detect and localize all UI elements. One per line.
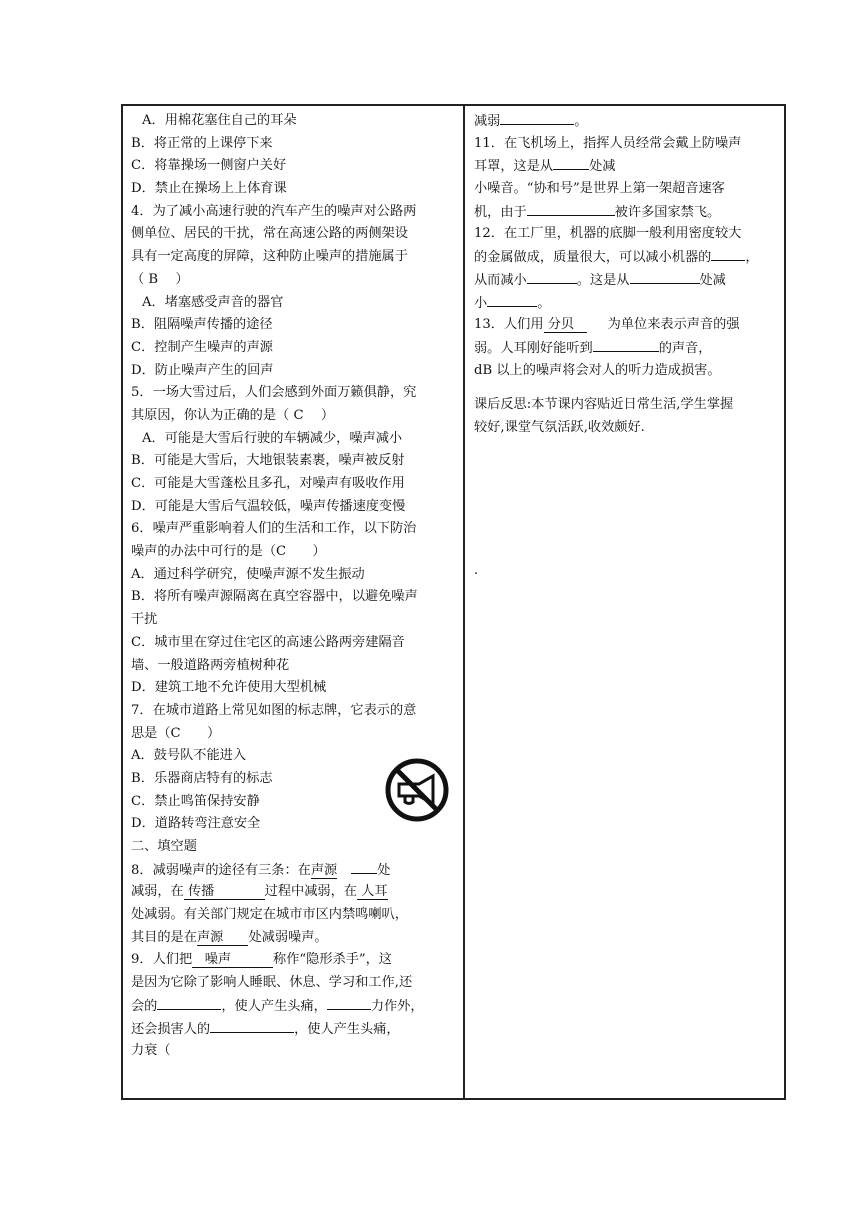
answer-blank (327, 995, 371, 1010)
stray-dot: . (474, 562, 479, 578)
question-11-line: 机，由于 被许多国家禁飞。 (474, 201, 780, 224)
option-line: B．阻隔噪声传播的途径 (131, 317, 273, 333)
question-11-line: 耳罩，这是从 处减 (474, 155, 780, 178)
question-8-line: 处减弱。有关部门规定在城市市区内禁鸣喇叭， (131, 907, 408, 923)
answer-blank: 人耳 (357, 884, 388, 900)
question-6-answer: 噪声的办法中可行的是（C ） (131, 544, 326, 560)
answer-blank (553, 155, 589, 170)
answer-blank (500, 110, 574, 125)
answer-blank (711, 246, 745, 261)
option-line: D．可能是大雪后气温较低，噪声传播速度变慢 (131, 498, 406, 514)
answer-blank (527, 269, 577, 284)
answer-blank (593, 337, 659, 352)
question-9-line: 力衰（ (131, 1043, 171, 1059)
question-5-line: 5．一场大雪过后，人们会感到外面万籁俱静，究 (131, 385, 417, 401)
option-line: B．将正常的上课停下来 (131, 135, 273, 151)
option-line: C．将靠操场一侧窗户关好 (131, 158, 287, 174)
question-8-line: 8．减弱噪声的途径有三条：在声源 处 (131, 859, 461, 882)
question-13-line: 弱。人耳刚好能听到 的声音， (474, 337, 780, 360)
answer-blank: 声源 (310, 862, 338, 878)
question-10-tail: 减弱 。 (474, 110, 780, 133)
question-11-line: 11．在飞机场上，指挥人员经常会戴上防噪声 (474, 135, 742, 151)
question-9-line: 9．人们把 噪声 称作“隐形杀手”，这 (131, 952, 392, 968)
option-line: A．用棉花塞住自己的耳朵 (142, 113, 297, 128)
left-column (131, 110, 461, 1063)
question-9-line: 会的 ，使人产生头痛， 力作外， (131, 995, 461, 1018)
question-13-line: 13．人们用 分贝 为单位来表示声音的强 (474, 317, 740, 333)
answer-blank: 分贝 (544, 317, 587, 333)
option-line: C．禁止鸣笛保持安静 (131, 793, 260, 809)
answer-blank (630, 269, 700, 284)
question-4-line: 侧单位、居民的干扰，常在高速公路的两侧架设 (131, 226, 408, 242)
option-line: A．可能是大雪后行驶的车辆减少，噪声减小 (142, 430, 403, 446)
question-5-answer: 其原因，你认为正确的是（ C ） (131, 407, 335, 423)
option-line: B．乐器商店特有的标志 (131, 770, 273, 786)
option-line: A．堵塞感受声音的器官 (142, 294, 284, 310)
answer-blank (487, 292, 537, 307)
no-horn-sign-icon (385, 758, 449, 822)
question-12-line: 小 。 (474, 292, 780, 315)
spacer (474, 440, 780, 560)
answer-blank (210, 1018, 294, 1033)
option-line: A．通过科学研究，使噪声源不发生振动 (131, 566, 365, 582)
question-8-line: 其目的是在声源 处减弱噪声。 (131, 929, 328, 945)
section-heading: 二、填空题 (131, 839, 197, 854)
question-9-line: 是因为它除了影响人睡眠、休息、学习和工作,还 (131, 975, 413, 991)
column-divider (463, 106, 465, 1098)
answer-blank: 传播 (184, 884, 265, 900)
option-line: D．防止噪声产生的回声 (131, 362, 274, 378)
option-line: D．道路转弯注意安全 (131, 816, 261, 832)
question-11-line: 小噪音。“协和号”是世界上第一架超音速客 (474, 181, 725, 197)
reflection-line: 较好,课堂气氛活跃,收效颇好. (474, 419, 645, 435)
option-line: C．控制产生噪声的声源 (131, 339, 273, 355)
worksheet-table (121, 104, 786, 1100)
option-line: D．建筑工地不允许使用大型机械 (131, 680, 327, 696)
option-line: D．禁止在操场上上体育课 (131, 181, 287, 197)
right-column (474, 110, 780, 582)
option-line: C．城市里在穿过住宅区的高速公路两旁建隔音 (131, 634, 405, 650)
reflection-line: 课后反思:本节课内容贴近日常生活,学生掌握 (474, 397, 734, 413)
question-8-line: 减弱，在 传播 过程中减弱，在 人耳 (131, 884, 388, 900)
question-7-answer: 思是（C ） (131, 725, 221, 741)
answer-blank: 噪声 (192, 952, 273, 968)
answer-blank (157, 995, 221, 1010)
option-line: 干扰 (131, 612, 158, 628)
question-13-line: dB 以上的噪声将会对人的听力造成损害。 (474, 362, 721, 378)
option-line: B．可能是大雪后，大地银装素裹，噪声被反射 (131, 453, 405, 469)
question-12-line: 从而减小 。这是从 处减 (474, 269, 780, 292)
question-7-line: 7．在城市道路上常见如图的标志牌，它表示的意 (131, 702, 417, 718)
option-line: 墙、一般道路两旁植树种花 (131, 657, 290, 673)
answer-blank (351, 859, 377, 874)
question-12-line: 的金属做成，质量很大，可以减小机器的 ， (474, 246, 780, 269)
question-12-line: 12．在工厂里，机器的底脚一般利用密度较大 (474, 226, 742, 242)
spacer (474, 382, 780, 394)
question-6-line: 6．噪声严重影响着人们的生活和工作，以下防治 (131, 521, 417, 537)
answer-blank: 声源 (197, 930, 249, 946)
option-line: A．鼓号队不能进入 (131, 748, 247, 764)
question-4-line: 具有一定高度的屏障，这种防止噪声的措施属于 (131, 249, 408, 265)
option-line: C．可能是大雪蓬松且多孔，对噪声有吸收作用 (131, 476, 405, 491)
question-4-answer: （ B ） (131, 271, 189, 287)
question-9-line: 还会损害人的 ，使人产生头痛， (131, 1018, 461, 1041)
answer-blank (527, 201, 615, 216)
option-line: B．将所有噪声源隔离在真空容器中，以避免噪声 (131, 589, 418, 605)
question-4-line: 4．为了减小高速行驶的汽车产生的噪声对公路两 (131, 203, 417, 219)
